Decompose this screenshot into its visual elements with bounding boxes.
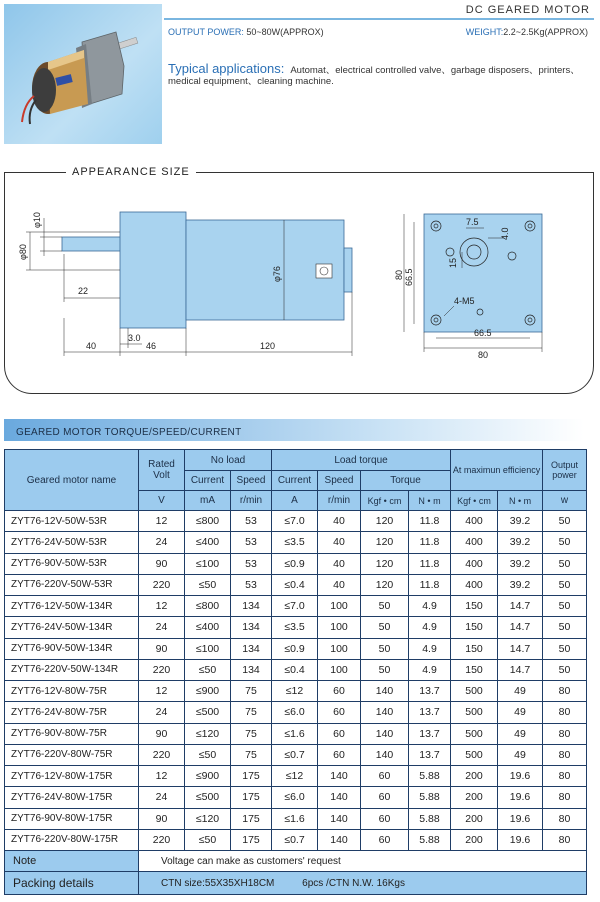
cell-volt: 90 (139, 808, 185, 829)
cell-noload-speed: 175 (231, 766, 272, 787)
cell-load-current: ≤12 (272, 681, 318, 702)
cell-output-power: 50 (543, 659, 587, 680)
cell-torque-nm: 5.88 (409, 829, 451, 850)
table-row (5, 659, 587, 680)
cell-output-power: 80 (543, 723, 587, 744)
cell-volt: 24 (139, 787, 185, 808)
flange-shape (424, 214, 542, 332)
cell-eff-nm: 14.7 (498, 596, 543, 617)
cell-noload-speed: 75 (231, 681, 272, 702)
cell-noload-speed: 175 (231, 808, 272, 829)
cell-output-power: 50 (543, 532, 587, 553)
cell-volt: 90 (139, 553, 185, 574)
cell-torque-nm: 5.88 (409, 766, 451, 787)
dim-15: 15 (448, 257, 458, 268)
cell-torque-nm: 13.7 (409, 723, 451, 744)
cell-torque-kgfcm: 60 (361, 808, 409, 829)
dimension-drawing (4, 178, 594, 388)
cell-torque-nm: 5.88 (409, 787, 451, 808)
cell-load-current: ≤3.5 (272, 617, 318, 638)
cell-noload-speed: 75 (231, 702, 272, 723)
cell-load-current: ≤3.5 (272, 532, 318, 553)
cell-volt: 220 (139, 744, 185, 765)
cell-noload-current: ≤120 (185, 723, 231, 744)
dim-3: 3.0 (128, 333, 141, 343)
dim-phi10: φ10 (32, 212, 42, 228)
header-noload-current: Current (185, 471, 231, 491)
table-row (5, 766, 587, 787)
cell-load-speed: 140 (318, 766, 361, 787)
table-row (5, 574, 587, 595)
cell-noload-speed: 134 (231, 596, 272, 617)
cell-torque-nm: 4.9 (409, 596, 451, 617)
cell-torque-kgfcm: 140 (361, 702, 409, 723)
note-row (5, 851, 587, 872)
cell-name: ZYT76-220V-50W-53R (5, 574, 139, 595)
table-row (5, 808, 587, 829)
cell-name: ZYT76-24V-80W-75R (5, 702, 139, 723)
cell-name: ZYT76-24V-80W-175R (5, 787, 139, 808)
unit-a: A (272, 491, 318, 511)
cell-torque-kgfcm: 60 (361, 766, 409, 787)
cell-load-current: ≤0.9 (272, 638, 318, 659)
cell-torque-nm: 4.9 (409, 659, 451, 680)
cell-output-power: 50 (543, 638, 587, 659)
unit-kgfcm-eff: Kgf • cm (451, 491, 498, 511)
unit-nm-eff: N • m (498, 491, 543, 511)
unit-nm: N • m (409, 491, 451, 511)
cell-volt: 24 (139, 702, 185, 723)
cell-name: ZYT76-12V-80W-175R (5, 766, 139, 787)
applications-label: Typical applications: (168, 61, 285, 76)
cell-volt: 24 (139, 617, 185, 638)
cell-noload-current: ≤100 (185, 638, 231, 659)
cell-load-speed: 100 (318, 596, 361, 617)
cell-load-speed: 140 (318, 787, 361, 808)
note-label: Note (5, 851, 139, 872)
motor-spec-table (4, 449, 587, 895)
header-load-speed: Speed (318, 471, 361, 491)
cell-eff-kgfcm: 500 (451, 744, 498, 765)
cell-load-current: ≤12 (272, 766, 318, 787)
cell-load-current: ≤0.9 (272, 553, 318, 574)
table-row (5, 681, 587, 702)
cell-volt: 90 (139, 723, 185, 744)
cell-eff-nm: 39.2 (498, 511, 543, 532)
cell-load-speed: 60 (318, 744, 361, 765)
cell-torque-kgfcm: 120 (361, 532, 409, 553)
cell-load-speed: 40 (318, 511, 361, 532)
cell-output-power: 80 (543, 808, 587, 829)
cell-load-current: ≤1.6 (272, 808, 318, 829)
cell-load-current: ≤0.7 (272, 829, 318, 850)
cell-eff-kgfcm: 200 (451, 808, 498, 829)
dim-7-5: 7.5 (466, 217, 479, 227)
cell-torque-kgfcm: 50 (361, 617, 409, 638)
shaft-shape (62, 237, 122, 251)
cell-output-power: 80 (543, 681, 587, 702)
cell-name: ZYT76-12V-50W-134R (5, 596, 139, 617)
table-row (5, 744, 587, 765)
cell-noload-current: ≤900 (185, 681, 231, 702)
dim-phi76: φ76 (272, 266, 282, 282)
cell-noload-current: ≤120 (185, 808, 231, 829)
note-text: Voltage can make as customers' request (139, 851, 587, 872)
cell-volt: 12 (139, 766, 185, 787)
cell-noload-speed: 75 (231, 723, 272, 744)
cell-output-power: 50 (543, 596, 587, 617)
cell-torque-kgfcm: 50 (361, 596, 409, 617)
cell-eff-kgfcm: 200 (451, 787, 498, 808)
cell-eff-nm: 19.6 (498, 787, 543, 808)
cell-eff-kgfcm: 400 (451, 574, 498, 595)
cell-load-current: ≤1.6 (272, 723, 318, 744)
dim-h80: 80 (394, 269, 404, 280)
header-output-power: Output power (543, 450, 587, 491)
cell-name: ZYT76-90V-50W-134R (5, 638, 139, 659)
cell-name: ZYT76-24V-50W-53R (5, 532, 139, 553)
appearance-title: APPEARANCE SIZE (66, 166, 196, 178)
cell-load-speed: 60 (318, 702, 361, 723)
cell-eff-nm: 14.7 (498, 659, 543, 680)
cell-name: ZYT76-12V-50W-53R (5, 511, 139, 532)
dim-h66-5: 66.5 (404, 268, 414, 286)
cell-volt: 12 (139, 511, 185, 532)
cell-name: ZYT76-90V-80W-75R (5, 723, 139, 744)
cell-output-power: 80 (543, 787, 587, 808)
cell-noload-current: ≤100 (185, 553, 231, 574)
cell-load-current: ≤6.0 (272, 702, 318, 723)
end-cap-shape (344, 248, 352, 292)
table-body (5, 511, 587, 851)
cell-name: ZYT76-220V-80W-75R (5, 744, 139, 765)
header-name: Geared motor name (5, 450, 139, 511)
cell-torque-nm: 13.7 (409, 744, 451, 765)
header-torque: Torque (361, 471, 451, 491)
cell-volt: 220 (139, 829, 185, 850)
applications-text: Automat、electrical controlled valve、garbage disposers、printers、medical equipment、cleaning machine. (168, 65, 580, 87)
cell-load-speed: 40 (318, 553, 361, 574)
cell-load-speed: 100 (318, 617, 361, 638)
cell-eff-kgfcm: 200 (451, 766, 498, 787)
header-load-current: Current (272, 471, 318, 491)
cell-eff-kgfcm: 400 (451, 532, 498, 553)
table-row (5, 596, 587, 617)
dim-22: 22 (78, 286, 89, 296)
cell-eff-kgfcm: 500 (451, 681, 498, 702)
header-noload-speed: Speed (231, 471, 272, 491)
unit-ma: mA (185, 491, 231, 511)
weight-spec (466, 27, 588, 37)
cell-eff-kgfcm: 150 (451, 638, 498, 659)
cell-volt: 90 (139, 638, 185, 659)
header-no-load: No load (185, 450, 272, 471)
cell-volt: 220 (139, 574, 185, 595)
header-efficiency: At maximun efficiency (451, 450, 543, 491)
cell-eff-kgfcm: 150 (451, 617, 498, 638)
cell-load-current: ≤6.0 (272, 787, 318, 808)
dim-40: 40 (86, 341, 97, 351)
table-row (5, 638, 587, 659)
cell-volt: 220 (139, 659, 185, 680)
cell-noload-speed: 134 (231, 638, 272, 659)
cell-torque-kgfcm: 60 (361, 829, 409, 850)
table-row (5, 617, 587, 638)
table-row (5, 702, 587, 723)
motor-photo-illustration (4, 4, 162, 144)
cell-noload-speed: 75 (231, 744, 272, 765)
header-load-torque: Load torque (272, 450, 451, 471)
cell-noload-speed: 53 (231, 574, 272, 595)
unit-power: w (543, 491, 587, 511)
dim-w80: 80 (478, 350, 489, 360)
motor-photo (4, 4, 162, 144)
cell-eff-nm: 39.2 (498, 553, 543, 574)
cell-eff-nm: 39.2 (498, 532, 543, 553)
cell-noload-current: ≤50 (185, 829, 231, 850)
cell-output-power: 50 (543, 511, 587, 532)
cell-torque-nm: 4.9 (409, 638, 451, 659)
cell-output-power: 80 (543, 766, 587, 787)
cell-eff-kgfcm: 200 (451, 829, 498, 850)
cell-eff-kgfcm: 400 (451, 553, 498, 574)
cell-name: ZYT76-220V-80W-175R (5, 829, 139, 850)
weight-label: WEIGHT: (465, 27, 504, 37)
cell-load-current: ≤7.0 (272, 511, 318, 532)
cell-torque-kgfcm: 140 (361, 744, 409, 765)
cell-torque-nm: 11.8 (409, 574, 451, 595)
cell-noload-speed: 134 (231, 617, 272, 638)
cell-noload-speed: 175 (231, 829, 272, 850)
cell-torque-nm: 5.88 (409, 808, 451, 829)
cell-eff-nm: 19.6 (498, 808, 543, 829)
cell-load-speed: 40 (318, 532, 361, 553)
cell-noload-current: ≤400 (185, 532, 231, 553)
product-title: DC GEARED MOTOR (465, 4, 590, 16)
cell-noload-current: ≤800 (185, 511, 231, 532)
cell-load-speed: 140 (318, 808, 361, 829)
cell-eff-nm: 14.7 (498, 638, 543, 659)
cell-noload-speed: 53 (231, 553, 272, 574)
cell-torque-kgfcm: 120 (361, 574, 409, 595)
dim-46: 46 (146, 341, 157, 351)
weight-value: 2.2~2.5Kg(APPROX) (503, 27, 588, 37)
packing-text: CTN size:55X35XH18CM 6pcs /CTN N.W. 16Kgs (139, 872, 587, 895)
cell-output-power: 80 (543, 744, 587, 765)
cell-eff-nm: 19.6 (498, 829, 543, 850)
cell-torque-kgfcm: 140 (361, 681, 409, 702)
header-rated-volt: Rated Volt (139, 450, 185, 491)
cell-torque-kgfcm: 120 (361, 511, 409, 532)
cell-noload-speed: 175 (231, 787, 272, 808)
cell-volt: 12 (139, 681, 185, 702)
cell-load-speed: 140 (318, 829, 361, 850)
cell-noload-current: ≤400 (185, 617, 231, 638)
header-divider (164, 18, 594, 20)
table-row (5, 723, 587, 744)
table-row (5, 511, 587, 532)
cell-torque-nm: 11.8 (409, 532, 451, 553)
cell-torque-kgfcm: 60 (361, 787, 409, 808)
gearbox-shape (120, 212, 186, 328)
cell-output-power: 80 (543, 702, 587, 723)
cell-eff-kgfcm: 500 (451, 723, 498, 744)
cell-name: ZYT76-90V-50W-53R (5, 553, 139, 574)
cell-load-speed: 100 (318, 638, 361, 659)
typical-applications (168, 62, 588, 87)
cell-output-power: 50 (543, 553, 587, 574)
cell-noload-speed: 134 (231, 659, 272, 680)
cell-volt: 24 (139, 532, 185, 553)
spec-row (168, 27, 588, 37)
cell-load-current: ≤0.7 (272, 744, 318, 765)
cell-noload-current: ≤50 (185, 574, 231, 595)
cell-output-power: 80 (543, 829, 587, 850)
cell-load-current: ≤0.4 (272, 659, 318, 680)
cell-torque-kgfcm: 50 (361, 659, 409, 680)
table-row (5, 553, 587, 574)
cell-load-current: ≤0.4 (272, 574, 318, 595)
dim-120: 120 (260, 341, 276, 351)
cell-load-current: ≤7.0 (272, 596, 318, 617)
cell-noload-current: ≤50 (185, 659, 231, 680)
cell-noload-speed: 53 (231, 511, 272, 532)
cell-eff-nm: 49 (498, 744, 543, 765)
cell-torque-nm: 11.8 (409, 553, 451, 574)
dim-holes: 4-M5 (454, 296, 475, 306)
cell-torque-kgfcm: 50 (361, 638, 409, 659)
cell-eff-nm: 49 (498, 723, 543, 744)
cell-eff-kgfcm: 500 (451, 702, 498, 723)
table-row (5, 787, 587, 808)
cell-load-speed: 60 (318, 681, 361, 702)
cell-torque-nm: 11.8 (409, 511, 451, 532)
cell-load-speed: 60 (318, 723, 361, 744)
cell-volt: 12 (139, 596, 185, 617)
cell-load-speed: 40 (318, 574, 361, 595)
unit-rmin: r/min (231, 491, 272, 511)
cell-eff-kgfcm: 400 (451, 511, 498, 532)
dim-w66-5: 66.5 (474, 328, 492, 338)
packing-row (5, 872, 587, 895)
cell-eff-nm: 49 (498, 681, 543, 702)
cell-torque-nm: 13.7 (409, 681, 451, 702)
cell-torque-kgfcm: 140 (361, 723, 409, 744)
cell-torque-kgfcm: 120 (361, 553, 409, 574)
cell-noload-current: ≤50 (185, 744, 231, 765)
table-title: GEARED MOTOR TORQUE/SPEED/CURRENT (4, 419, 584, 441)
cell-output-power: 50 (543, 617, 587, 638)
cell-eff-kgfcm: 150 (451, 659, 498, 680)
cell-load-speed: 100 (318, 659, 361, 680)
cell-noload-current: ≤800 (185, 596, 231, 617)
cell-name: ZYT76-90V-80W-175R (5, 808, 139, 829)
cell-torque-nm: 4.9 (409, 617, 451, 638)
unit-kgfcm: Kgf • cm (361, 491, 409, 511)
cell-noload-speed: 53 (231, 532, 272, 553)
cell-noload-current: ≤500 (185, 787, 231, 808)
table-row (5, 829, 587, 850)
cell-noload-current: ≤900 (185, 766, 231, 787)
unit-rmin-load: r/min (318, 491, 361, 511)
cell-name: ZYT76-220V-50W-134R (5, 659, 139, 680)
packing-label: Packing details (5, 872, 139, 895)
output-power-label: OUTPUT POWER: (168, 27, 244, 37)
output-power-value: 50~80W(APPROX) (246, 27, 324, 37)
table-row (5, 532, 587, 553)
cell-eff-nm: 19.6 (498, 766, 543, 787)
cell-torque-nm: 13.7 (409, 702, 451, 723)
cell-name: ZYT76-24V-50W-134R (5, 617, 139, 638)
dim-phi80: φ80 (18, 244, 28, 260)
cell-noload-current: ≤500 (185, 702, 231, 723)
cell-eff-nm: 49 (498, 702, 543, 723)
dim-4: 4.0 (500, 227, 510, 240)
cell-eff-nm: 14.7 (498, 617, 543, 638)
unit-volt: V (139, 491, 185, 511)
cell-eff-nm: 39.2 (498, 574, 543, 595)
cell-output-power: 50 (543, 574, 587, 595)
cell-name: ZYT76-12V-80W-75R (5, 681, 139, 702)
cell-eff-kgfcm: 150 (451, 596, 498, 617)
